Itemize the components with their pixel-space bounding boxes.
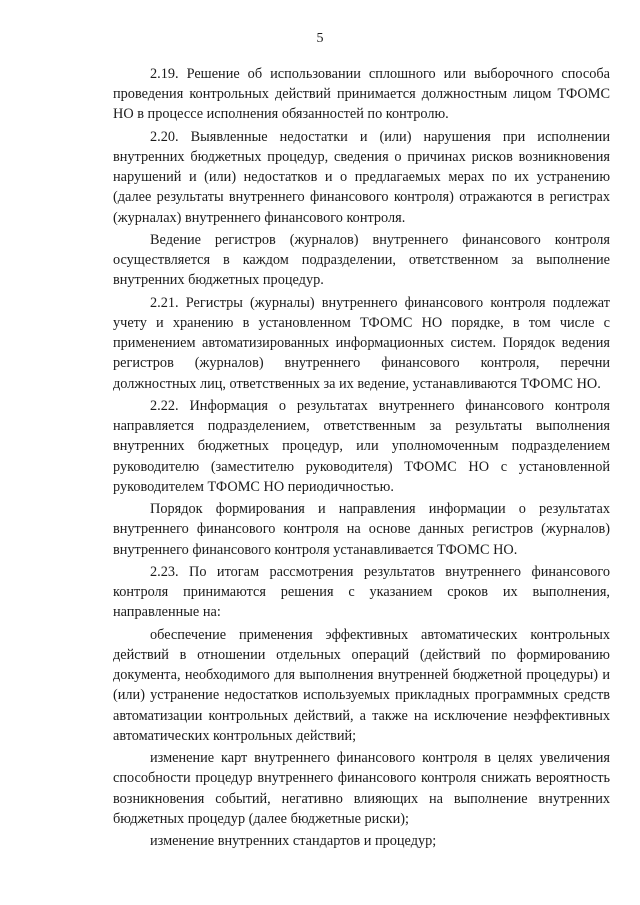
paragraph-2-19: 2.19. Решение об использовании сплошного или выборочного способа проведения контрольных действий принимается должностным лицом ТФОМС НО в процессе исполнения обязанностей по контролю. [113, 66, 610, 123]
list-item-automatic-controls: обеспечение применения эффективных автоматических контрольных действий в отношении отдельных операций (действий по формированию документа, необходимого для выполнения внутренней бюджетной процедуры) и (или) устранение недостатков используемых прикладных программных средств автоматизации контрольных действий, а также на исключение неэффективных автоматических контрольных действий; [113, 626, 610, 744]
paragraph-information-procedure: Порядок формирования и направления информации о результатах внутреннего финансового контроля на основе данных регистров (журналов) внутреннего финансового контроля устанавливается ТФОМС НО. [113, 501, 610, 558]
paragraph-2-20: 2.20. Выявленные недостатки и (или) нарушения при исполнении внутренних бюджетных процедур, сведения о причинах рисков возникновения нарушений и (или) недостатков и о предлагаемых мерах по их устранению (далее результаты внутреннего финансового контроля) отражаются в регистрах (журналах) внутреннего финансового контроля. [113, 128, 610, 226]
paragraph-2-23: 2.23. По итогам рассмотрения результатов внутреннего финансового контроля принимаются решения с указанием сроков их выполнения, направленные на: [113, 564, 610, 621]
paragraph-registers-maintenance: Ведение регистров (журналов) внутреннего финансового контроля осуществляется в каждом подразделении, ответственном за выполнение внутренних бюджетных процедур. [113, 232, 610, 289]
paragraph-2-22: 2.22. Информация о результатах внутреннего финансового контроля направляется подразделением, ответственным за результаты выполнения внутренних бюджетных процедур, или уполномоченным подразделением руководителю (заместителю руководителя) ТФОМС НО с установленной руководителем ТФОМС НО периодичностью. [113, 398, 610, 495]
list-item-control-maps: изменение карт внутреннего финансового контроля в целях увеличения способности процедур внутреннего финансового контроля снижать вероятность возникновения событий, негативно влияющих на выполнение внутренних бюджетных процедур (далее бюджетные риски); [113, 750, 610, 827]
page-number: 5 [316, 31, 324, 46]
document-body [113, 64, 610, 851]
list-item-internal-standards: изменение внутренних стандартов и процедур; [150, 833, 437, 850]
paragraph-2-21: 2.21. Регистры (журналы) внутреннего финансового контроля подлежат учету и хранению в установленном ТФОМС НО порядке, в том числе с применением автоматизированных информационных систем. Порядок ведения регистров (журналов) внутреннего финансового контроля, перечни должностных лиц, ответственных за их ведение, устанавливаются ТФОМС НО. [113, 294, 610, 392]
